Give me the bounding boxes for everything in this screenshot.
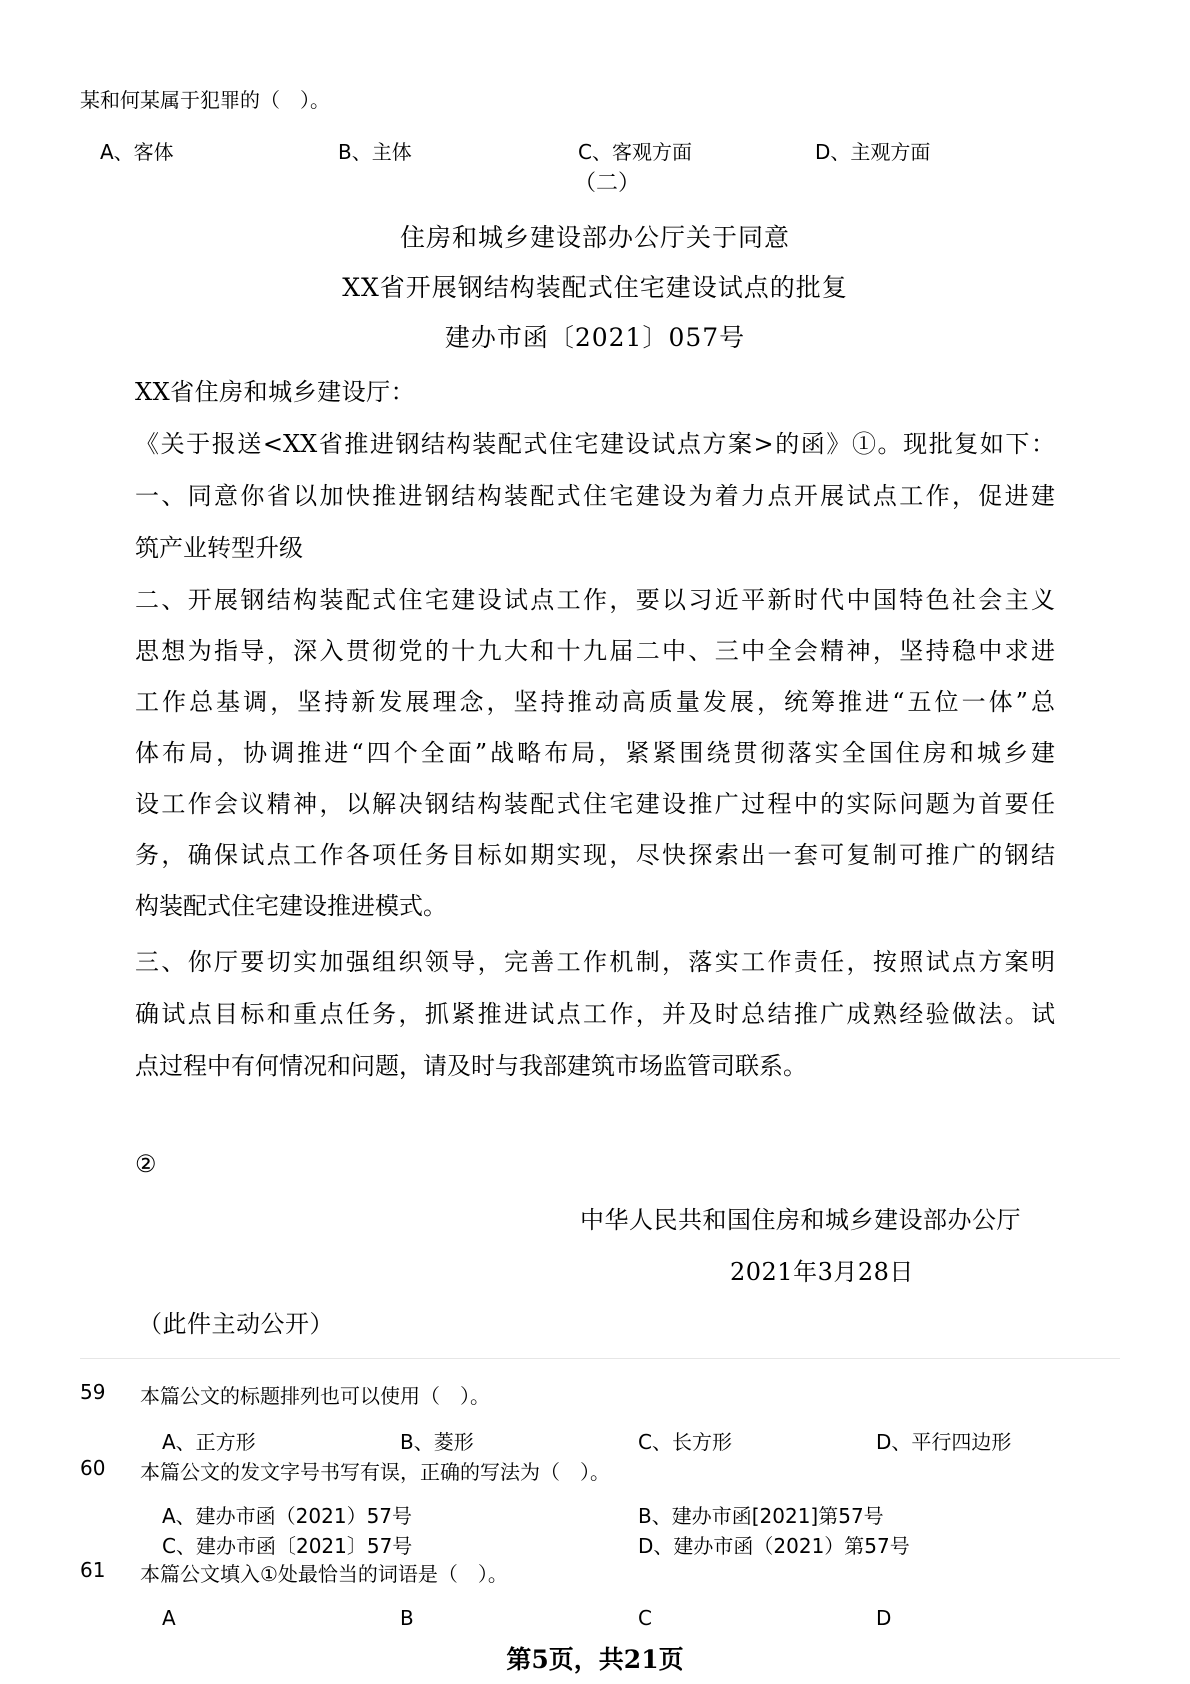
doc-number: 建办市函〔2021〕057号 <box>444 323 746 352</box>
option-c[interactable]: C、客观方面 <box>578 140 692 164</box>
para2-line: 二、开展钢结构装配式住宅建设试点工作，要以习近平新时代中国特色社会主义 <box>135 586 1055 614</box>
para3-line: 三、你厅要切实加强组织领导，完善工作机制，落实工作责任，按照试点方案明 <box>135 948 1055 976</box>
para1-line: 筑产业转型升级 <box>135 534 303 562</box>
para2-line: 思想为指导，深入贯彻党的十九大和十九届二中、三中全会精神，坚持稳中求进 <box>135 637 1055 665</box>
question-number: 61 <box>80 1558 106 1582</box>
para2-line: 构装配式住宅建设推进模式。 <box>135 892 447 920</box>
question-stem-top: 某和何某属于犯罪的（ ）。 <box>80 88 330 112</box>
option-d[interactable]: D、主观方面 <box>815 140 931 164</box>
doc-date: 2021年3月28日 <box>730 1258 914 1286</box>
question-number: 59 <box>80 1380 106 1404</box>
option-d[interactable]: D、建办市函（2021）第57号 <box>638 1534 910 1558</box>
option-a[interactable]: A <box>162 1606 176 1630</box>
para3-line: 确试点目标和重点任务，抓紧推进试点工作，并及时总结推广成熟经验做法。试 <box>135 1000 1055 1028</box>
option-d[interactable]: D <box>876 1606 892 1630</box>
doc-intro: 《关于报送<XX省推进钢结构装配式住宅建设试点方案>的函》①。现批复如下： <box>135 430 1055 458</box>
option-a[interactable]: A、正方形 <box>162 1430 256 1454</box>
option-c[interactable]: C、建办市函〔2021〕57号 <box>162 1534 413 1558</box>
doc-salutation: XX省住房和城乡建设厅： <box>135 378 416 406</box>
para3-line: 点过程中有何情况和问题，请及时与我部建筑市场监管司联系。 <box>135 1052 807 1080</box>
option-c[interactable]: C、长方形 <box>638 1430 732 1454</box>
option-b[interactable]: B、菱形 <box>400 1430 474 1454</box>
option-b[interactable]: B、建办市函[2021]第57号 <box>638 1504 884 1528</box>
doc-disclosure: （此件主动公开） <box>138 1310 334 1338</box>
option-b[interactable]: B <box>400 1606 414 1630</box>
para2-line: 务，确保试点工作各项任务目标如期实现，尽快探索出一套可复制可推广的钢结 <box>135 841 1055 869</box>
doc-title-line-2: XX省开展钢结构装配式住宅建设试点的批复 <box>342 273 848 302</box>
para2-line: 设工作会议精神，以解决钢结构装配式住宅建设推广过程中的实际问题为首要任 <box>135 790 1055 818</box>
option-a[interactable]: A、建办市函（2021）57号 <box>162 1504 413 1528</box>
section-divider <box>80 1358 1120 1359</box>
para1-line: 一、同意你省以加快推进钢结构装配式住宅建设为着力点开展试点工作，促进建 <box>135 482 1055 510</box>
doc-signature: 中华人民共和国住房和城乡建设部办公厅 <box>580 1206 1021 1234</box>
section-label: （二） <box>574 171 641 196</box>
question-stem: 本篇公文填入①处最恰当的词语是（ ）。 <box>140 1562 508 1586</box>
question-stem: 本篇公文的发文字号书写有误，正确的写法为（ ）。 <box>140 1460 610 1484</box>
blank-marker-2: ② <box>135 1150 158 1178</box>
para2-line: 体布局，协调推进“四个全面”战略布局，紧紧围绕贯彻落实全国住房和城乡建 <box>135 739 1055 767</box>
question-number: 60 <box>80 1456 106 1480</box>
question-stem: 本篇公文的标题排列也可以使用（ ）。 <box>140 1384 490 1408</box>
doc-title-line-1: 住房和城乡建设部办公厅关于同意 <box>399 223 790 252</box>
option-d[interactable]: D、平行四边形 <box>876 1430 1012 1454</box>
option-c[interactable]: C <box>638 1606 652 1630</box>
option-b[interactable]: B、主体 <box>338 140 412 164</box>
page-footer: 第5页，共21页 <box>506 1645 684 1674</box>
option-a[interactable]: A、客体 <box>100 140 174 164</box>
para2-line: 工作总基调，坚持新发展理念，坚持推动高质量发展，统筹推进“五位一体”总 <box>135 688 1055 716</box>
